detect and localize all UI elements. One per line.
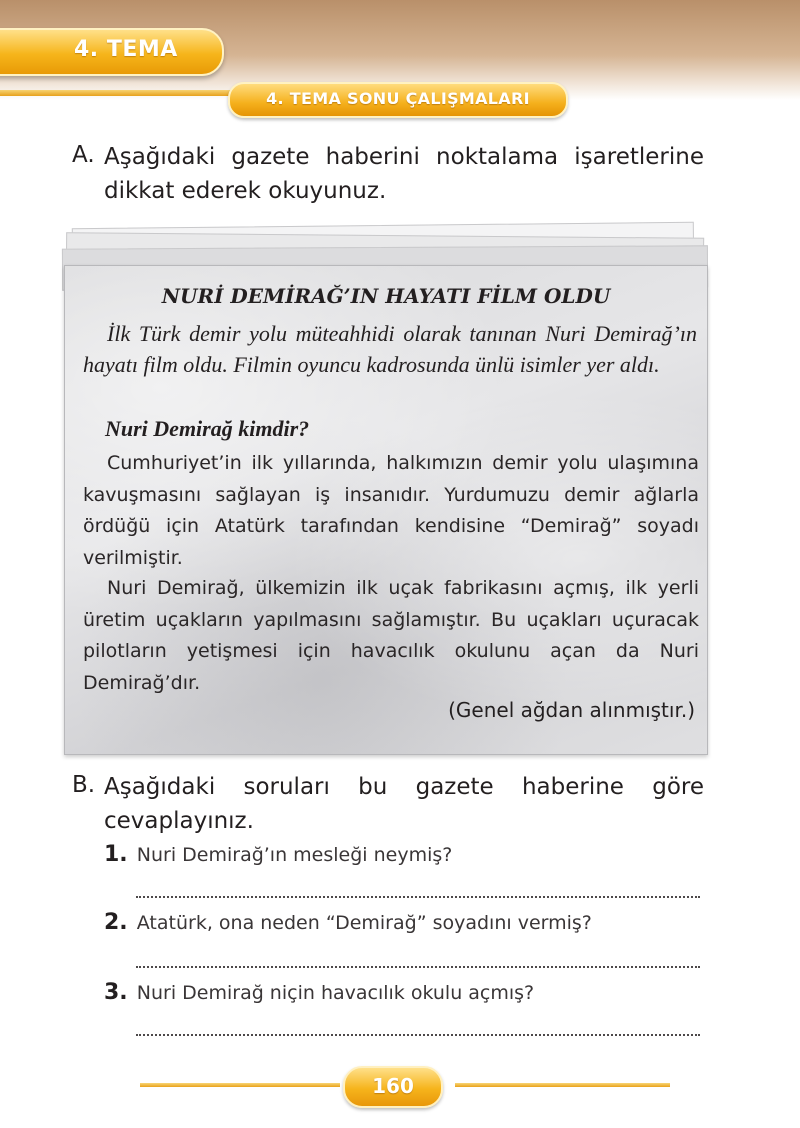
newspaper-clipping	[60, 225, 710, 755]
article-subheading: Nuri Demirağ kimdir?	[105, 416, 310, 441]
article-paragraph: Nuri Demirağ, ülkemizin ilk uçak fabrikasını açmış, ilk yerli üretim uçakların yapılmasını sağlamıştır. Bu uçakları uçuracak pilotların yetişmesi için havacılık okulunu açan da Nuri Demirağ’dır.	[83, 577, 699, 694]
footer-divider-right	[455, 1083, 670, 1087]
answer-line-3[interactable]	[136, 1034, 700, 1036]
theme-label: 4. TEMA	[74, 37, 178, 62]
sub-question-1	[104, 842, 704, 867]
answer-line-2[interactable]	[136, 966, 700, 968]
page-number: 160	[372, 1074, 414, 1098]
section-title: 4. TEMA SONU ÇALIŞMALARI	[266, 89, 530, 108]
article-paragraph: Cumhuriyet’in ilk yıllarında, halkımızın demir yolu ulaşımına kavuşmasını sağlayan iş insanıdır. Yurdumuzu demir ağlarla ördüğü için Atatürk tarafından kendisine “Demirağ” soyadı verilmiştir.	[83, 452, 699, 569]
sub-question-text: Nuri Demirağ niçin havacılık okulu açmış?	[136, 982, 535, 1004]
sub-question-text: Nuri Demirağ’ın mesleği neymiş?	[136, 844, 453, 866]
sub-question-number: 1.	[104, 842, 128, 867]
question-a-text: Aşağıdaki gazete haberini noktalama işaretlerine dikkat ederek okuyunuz.	[104, 144, 704, 204]
section-title-banner	[228, 82, 568, 118]
newspaper-article	[64, 265, 708, 755]
sub-question-number: 3.	[104, 980, 128, 1005]
sub-question-number: 2.	[104, 910, 128, 935]
question-b-letter: B.	[72, 772, 96, 798]
question-b-text: Aşağıdaki soruları bu gazete haberine göre cevaplayınız.	[104, 774, 704, 834]
footer-divider-left	[140, 1083, 340, 1087]
header-divider	[0, 90, 250, 96]
article-headline: NURİ DEMİRAĞ’IN HAYATI FİLM OLDU	[161, 284, 611, 308]
article-source: (Genel ağdan alınmıştır.)	[448, 698, 695, 722]
sub-question-3	[104, 980, 704, 1005]
theme-tab	[0, 28, 224, 76]
question-a-letter: A.	[72, 142, 95, 168]
answer-line-1[interactable]	[136, 896, 700, 898]
sub-question-text: Atatürk, ona neden “Demirağ” soyadını vermiş?	[136, 912, 592, 934]
page-number-badge	[343, 1066, 443, 1108]
article-intro: İlk Türk demir yolu müteahhidi olarak tanınan Nuri Demirağ’ın hayatı film oldu. Filmin oyuncu kadrosunda ünlü isimler yer aldı.	[83, 321, 697, 377]
sub-question-2	[104, 910, 704, 935]
